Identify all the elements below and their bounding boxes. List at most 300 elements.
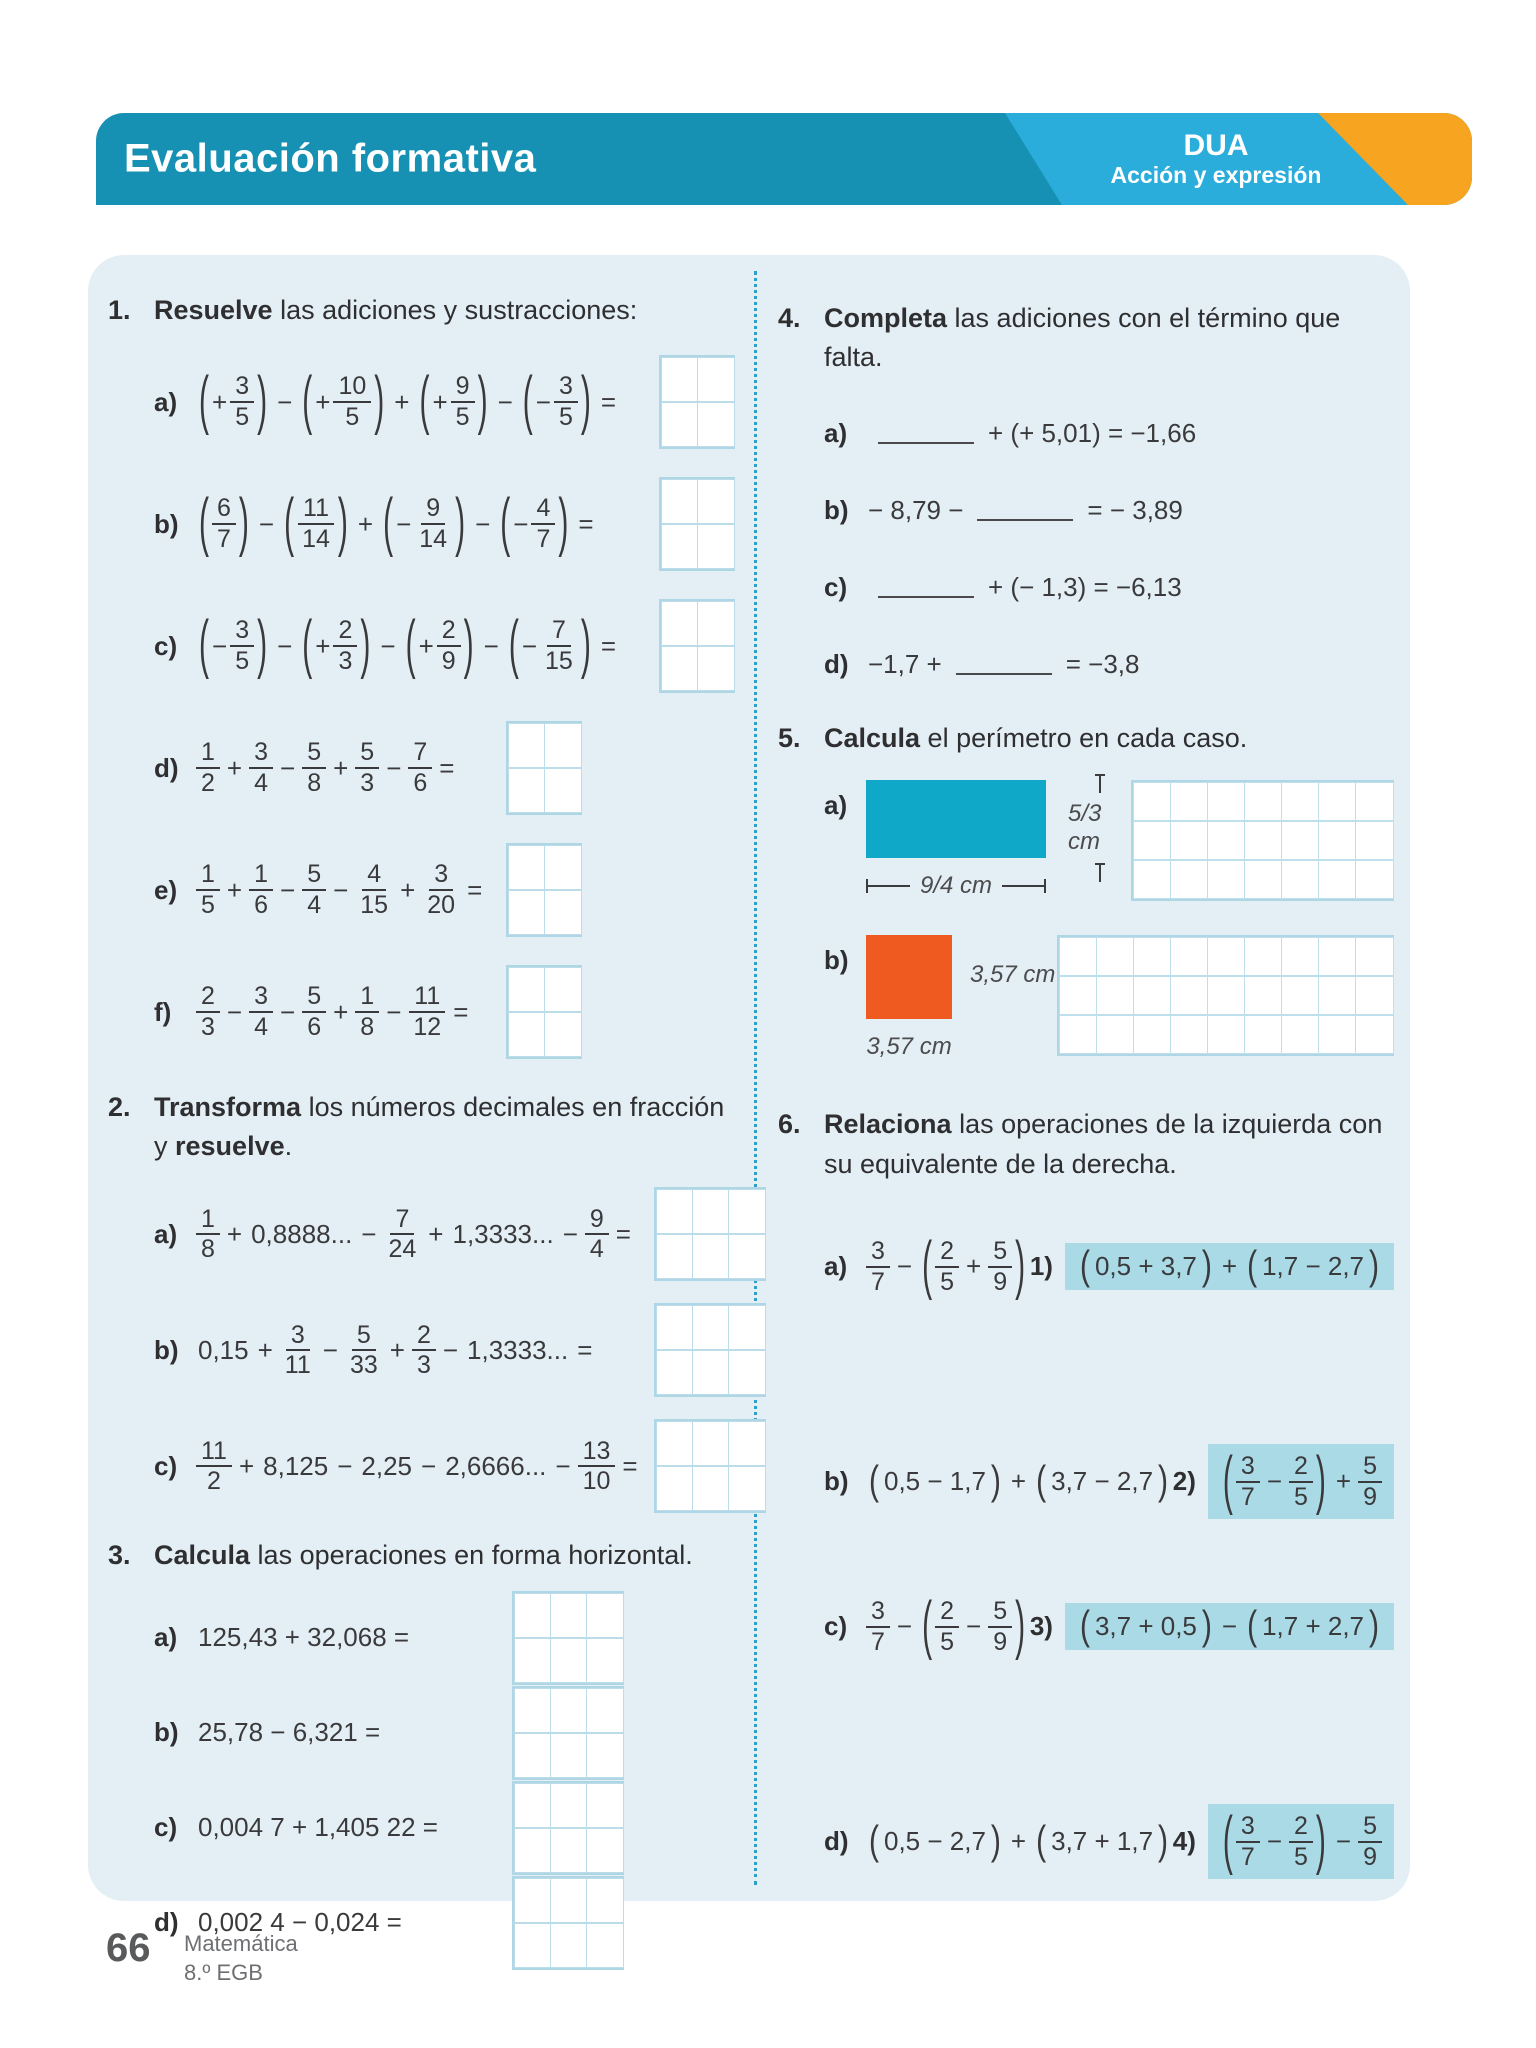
- answer-grid[interactable]: [1057, 935, 1394, 1056]
- operator: −: [966, 1611, 982, 1642]
- answer-blank[interactable]: [956, 653, 1052, 675]
- answer-cell[interactable]: [1133, 937, 1172, 976]
- answer-cell[interactable]: [661, 524, 699, 569]
- denominator: 5: [940, 1627, 954, 1656]
- answer-cell[interactable]: [1170, 821, 1209, 860]
- numerator: 5: [352, 1321, 376, 1352]
- numerator: 2: [935, 1237, 959, 1268]
- answer-cell[interactable]: [544, 845, 582, 890]
- decimal-text: + (+ 5,01) = −1,66: [988, 417, 1197, 448]
- answer-blank[interactable]: [878, 422, 974, 444]
- answer-cell[interactable]: [697, 601, 735, 646]
- answer-cell[interactable]: [508, 1012, 546, 1057]
- answer-cell[interactable]: [661, 601, 699, 646]
- numerator: 3: [230, 372, 254, 403]
- item-label: c): [824, 1611, 848, 1642]
- answer-cell[interactable]: [586, 1688, 624, 1733]
- answer-grid[interactable]: [512, 1686, 624, 1780]
- decimal-text: 0,5 − 2,7: [884, 1826, 986, 1857]
- answer-cell[interactable]: [1318, 1015, 1357, 1054]
- operator: −: [896, 1611, 913, 1642]
- paren-close: ): [1201, 1243, 1212, 1289]
- fraction: [196, 982, 220, 1042]
- answer-cell[interactable]: [1096, 976, 1135, 1015]
- denominator: 4: [589, 1235, 604, 1264]
- exercise-title: Calcula las operaciones en forma horizontal.: [154, 1540, 693, 1571]
- decimal-text: 3,7 + 1,7: [1051, 1826, 1154, 1857]
- math-expression: [196, 860, 489, 920]
- answer-cell[interactable]: [586, 1733, 624, 1778]
- answer-cell[interactable]: [697, 646, 735, 691]
- answer-cell[interactable]: [656, 1466, 694, 1511]
- answer-cell[interactable]: [1207, 1015, 1246, 1054]
- answer-grid[interactable]: [659, 355, 735, 449]
- fraction: [249, 982, 273, 1042]
- fraction: [412, 1321, 436, 1381]
- answer-grid[interactable]: [659, 477, 735, 571]
- parenthesized-fraction: [506, 609, 594, 681]
- paren-open: (: [302, 609, 313, 681]
- operator: =: [615, 1218, 631, 1249]
- answer-cell[interactable]: [656, 1421, 694, 1466]
- answer-cell[interactable]: [1059, 937, 1098, 976]
- paren-open: (: [383, 487, 394, 559]
- paren-close: ): [374, 365, 385, 437]
- paren-close: ): [990, 1818, 1001, 1864]
- answer-cell[interactable]: [1059, 976, 1098, 1015]
- answer-cell[interactable]: [544, 967, 582, 1012]
- denominator: 9: [993, 1627, 1008, 1656]
- answer-cell[interactable]: [514, 1593, 552, 1638]
- paren-open: (: [419, 365, 430, 437]
- matching-right: [1173, 1444, 1394, 1520]
- answer-cell[interactable]: [1355, 937, 1394, 976]
- operator: −: [1335, 1826, 1352, 1857]
- paren-close: ): [1201, 1603, 1212, 1649]
- answer-cell[interactable]: [508, 768, 546, 813]
- item-label: b): [824, 945, 849, 976]
- answer-cell[interactable]: [1059, 1015, 1098, 1054]
- answer-cell[interactable]: [1244, 821, 1283, 860]
- paren-open: (: [1222, 1445, 1233, 1517]
- denominator: 5: [1294, 1842, 1308, 1871]
- answer-cell[interactable]: [697, 524, 735, 569]
- denominator: 2: [201, 769, 215, 798]
- width-dimension: [866, 872, 1046, 900]
- operator: +: [389, 1334, 405, 1365]
- answer-cell[interactable]: [1281, 937, 1320, 976]
- decimal-text: 1,7 + 2,7: [1262, 1611, 1364, 1642]
- denominator: 7: [217, 525, 231, 554]
- math-expression: [866, 1230, 1028, 1302]
- operator: +: [400, 874, 416, 905]
- fraction: [345, 1321, 383, 1381]
- option-number: 2): [1172, 1466, 1196, 1497]
- orange-square: [866, 935, 952, 1019]
- denominator: 7: [871, 1627, 885, 1656]
- bottom-side-label: 3,57 cm: [866, 1033, 952, 1061]
- operator: +: [333, 752, 349, 783]
- numerator: 3: [286, 1321, 310, 1352]
- paren-open: (: [1247, 1243, 1258, 1289]
- fraction-sign: −: [535, 386, 551, 417]
- answer-cell[interactable]: [1355, 782, 1394, 821]
- answer-cell[interactable]: [550, 1878, 588, 1923]
- answer-cell[interactable]: [1318, 821, 1357, 860]
- answer-cell[interactable]: [1318, 782, 1357, 821]
- decimal-text: 1,3333...: [467, 1334, 569, 1365]
- numerator: 9: [585, 1205, 609, 1236]
- answer-cell[interactable]: [514, 1638, 552, 1683]
- answer-cell[interactable]: [1207, 782, 1246, 821]
- numerator: 1: [196, 860, 220, 891]
- answer-cell[interactable]: [1355, 860, 1394, 899]
- answer-cell[interactable]: [1170, 937, 1209, 976]
- answer-grid[interactable]: [506, 965, 582, 1059]
- denominator: 8: [307, 769, 322, 798]
- answer-grid[interactable]: [512, 1591, 624, 1685]
- exercise-item: [154, 600, 726, 692]
- denominator: 9: [441, 647, 456, 676]
- denominator: 3: [416, 1351, 431, 1380]
- answer-cell[interactable]: [656, 1350, 694, 1395]
- answer-cell[interactable]: [656, 1305, 694, 1350]
- math-expression: [196, 1717, 382, 1748]
- answer-cell[interactable]: [1170, 1015, 1209, 1054]
- answer-cell[interactable]: [1281, 1015, 1320, 1054]
- answer-cell[interactable]: [550, 1923, 588, 1968]
- item-label: c): [824, 571, 848, 602]
- answer-cell[interactable]: [550, 1733, 588, 1778]
- answer-cell[interactable]: [508, 723, 546, 768]
- answer-cell[interactable]: [1244, 1015, 1283, 1054]
- cyan-rectangle: [866, 780, 1046, 858]
- paren-open: (: [405, 609, 416, 681]
- answer-cell[interactable]: [508, 967, 546, 1012]
- numerator: 5: [355, 738, 379, 769]
- highlighted-option[interactable]: [1065, 1603, 1394, 1650]
- fraction: [422, 860, 460, 920]
- answer-grid[interactable]: [659, 599, 735, 693]
- paren-open: (: [922, 1230, 933, 1302]
- parenthesized-fraction: [380, 487, 468, 559]
- item-label: b): [154, 508, 179, 539]
- exercise-number: 4.: [778, 303, 801, 333]
- answer-blank[interactable]: [977, 499, 1073, 521]
- exercise-item: [824, 411, 1394, 455]
- math-expression: [1077, 1603, 1382, 1649]
- matching-right: [1173, 1804, 1394, 1880]
- denominator: 6: [254, 891, 268, 920]
- operator: −: [1221, 1611, 1238, 1642]
- answer-cell[interactable]: [692, 1421, 730, 1466]
- operator: +: [1221, 1251, 1238, 1282]
- answer-cell[interactable]: [1133, 860, 1172, 899]
- answer-cell[interactable]: [550, 1593, 588, 1638]
- operator: −: [562, 1218, 578, 1249]
- math-expression: [196, 982, 475, 1042]
- answer-cell[interactable]: [550, 1688, 588, 1733]
- answer-grid[interactable]: [512, 1876, 624, 1970]
- fraction: [280, 1321, 316, 1381]
- operator: +: [357, 508, 374, 539]
- fraction: [1289, 1452, 1313, 1512]
- math-expression: [1077, 1243, 1382, 1289]
- operator: =: [577, 1334, 593, 1365]
- decimal-text: 2,6666...: [445, 1450, 547, 1481]
- denominator: 4: [254, 1013, 268, 1042]
- exercise-item: [154, 1188, 726, 1280]
- answer-cell[interactable]: [1318, 937, 1357, 976]
- answer-cell[interactable]: [1207, 937, 1246, 976]
- matching-row: [778, 1582, 1394, 1672]
- answer-cell[interactable]: [544, 723, 582, 768]
- paren-open: (: [284, 487, 295, 559]
- highlighted-option[interactable]: [1208, 1444, 1394, 1520]
- exercise-item: [154, 1687, 726, 1779]
- math-expression: [1220, 1805, 1382, 1877]
- answer-cell[interactable]: [1170, 860, 1209, 899]
- answer-cell[interactable]: [656, 1234, 694, 1279]
- exercise-3-heading: [108, 1536, 726, 1575]
- fraction-sign: −: [212, 630, 228, 661]
- answer-grid[interactable]: [506, 843, 582, 937]
- numerator: 1: [355, 982, 379, 1013]
- answer-cell[interactable]: [544, 890, 582, 935]
- parenthesized-fraction: [196, 487, 252, 559]
- fraction: [451, 372, 475, 432]
- numerator: 9: [421, 494, 445, 525]
- denominator: 33: [349, 1351, 378, 1380]
- answer-cell[interactable]: [661, 357, 699, 402]
- answer-cell[interactable]: [508, 890, 546, 935]
- answer-cell[interactable]: [1244, 860, 1283, 899]
- answer-cell[interactable]: [1318, 860, 1357, 899]
- answer-grid[interactable]: [512, 1781, 624, 1875]
- dua-title: DUA: [1183, 128, 1249, 162]
- parenthesized-fraction: [299, 609, 373, 681]
- answer-cell[interactable]: [1207, 976, 1246, 1015]
- paren-close: ): [257, 365, 268, 437]
- decimal-text: − 8,79 −: [868, 494, 964, 525]
- paren-close: ): [455, 487, 466, 559]
- decimal-text: 1,3333...: [452, 1218, 554, 1249]
- parenthesized-fraction: [196, 609, 270, 681]
- answer-cell[interactable]: [1281, 976, 1320, 1015]
- answer-cell[interactable]: [1244, 937, 1283, 976]
- paren-close: ): [990, 1458, 1001, 1504]
- math-expression: [866, 649, 1141, 680]
- exercise-6: [778, 1105, 1394, 1899]
- operator: =: [578, 508, 594, 539]
- item-label: a): [154, 386, 178, 417]
- answer-cell[interactable]: [656, 1189, 694, 1234]
- fraction: [212, 494, 236, 554]
- answer-cell[interactable]: [1170, 976, 1209, 1015]
- operator: +: [226, 874, 243, 905]
- operator: =: [600, 386, 617, 417]
- answer-grid[interactable]: [506, 721, 582, 815]
- exercise-item: [154, 1420, 726, 1512]
- answer-cell[interactable]: [1133, 821, 1172, 860]
- operator: +: [226, 1218, 243, 1249]
- parenthesized-fraction: [281, 487, 351, 559]
- answer-cell[interactable]: [1133, 782, 1172, 821]
- highlighted-option[interactable]: [1208, 1804, 1394, 1880]
- answer-cell[interactable]: [692, 1350, 730, 1395]
- answer-cell[interactable]: [550, 1783, 588, 1828]
- answer-cell[interactable]: [514, 1828, 552, 1873]
- paren-close: ): [238, 487, 249, 559]
- answer-cell[interactable]: [586, 1783, 624, 1828]
- fraction-sign: −: [513, 508, 529, 539]
- answer-cell[interactable]: [1244, 976, 1283, 1015]
- fraction: [1358, 1812, 1382, 1872]
- operator: −: [896, 1251, 913, 1282]
- answer-cell[interactable]: [697, 357, 735, 402]
- fraction: [302, 982, 326, 1042]
- answer-cell[interactable]: [586, 1593, 624, 1638]
- fraction: [196, 860, 220, 920]
- denominator: 3: [338, 647, 353, 676]
- fraction: [408, 982, 446, 1042]
- operator: +: [966, 1251, 982, 1282]
- answer-cell[interactable]: [514, 1733, 552, 1778]
- paren-close: ): [558, 487, 569, 559]
- answer-cell[interactable]: [1281, 860, 1320, 899]
- exercise-title: Resuelve las adiciones y sustracciones:: [154, 295, 638, 325]
- highlighted-option[interactable]: [1065, 1243, 1394, 1290]
- fraction-sign: +: [418, 630, 434, 661]
- paren-open: (: [922, 1590, 933, 1662]
- answer-cell[interactable]: [692, 1234, 730, 1279]
- math-expression: [866, 1818, 1171, 1864]
- operator: −: [337, 1450, 353, 1481]
- answer-cell[interactable]: [1281, 821, 1320, 860]
- exercise-number: 6.: [778, 1109, 801, 1140]
- fraction: [866, 1597, 890, 1657]
- answer-grid[interactable]: [654, 1187, 766, 1281]
- item-label: b): [154, 1334, 179, 1365]
- answer-cell[interactable]: [1096, 937, 1135, 976]
- denominator: 14: [419, 525, 448, 554]
- answer-cell[interactable]: [586, 1923, 624, 1968]
- numerator: 5: [302, 982, 326, 1013]
- decimal-text: 0,002 4 − 0,024 =: [198, 1907, 402, 1938]
- answer-cell[interactable]: [661, 402, 699, 447]
- exercise-item: [154, 356, 726, 448]
- operator: +: [238, 1450, 255, 1481]
- denominator: 8: [360, 1013, 375, 1042]
- answer-cell[interactable]: [697, 479, 735, 524]
- answer-cell[interactable]: [1355, 1015, 1394, 1054]
- numerator: 2: [1289, 1452, 1313, 1483]
- denominator: 14: [302, 525, 330, 554]
- item-label: c): [154, 1450, 178, 1481]
- numerator: 3: [230, 616, 254, 647]
- answer-cell[interactable]: [586, 1828, 624, 1873]
- answer-cell[interactable]: [514, 1688, 552, 1733]
- numerator: 5: [1358, 1812, 1382, 1843]
- answer-cell[interactable]: [697, 402, 735, 447]
- operator: −: [1266, 1826, 1282, 1857]
- decimal-text: 0,5 − 1,7: [884, 1466, 986, 1497]
- exercise-title: Transforma los números decimales en fracción y resuelve.: [154, 1092, 725, 1162]
- answer-grid[interactable]: [1131, 780, 1394, 901]
- denominator: 11: [284, 1351, 311, 1380]
- answer-cell[interactable]: [692, 1305, 730, 1350]
- answer-cell[interactable]: [1207, 821, 1246, 860]
- fraction: [554, 372, 578, 432]
- numerator: 5: [988, 1237, 1012, 1268]
- fraction: [249, 860, 273, 920]
- answer-cell[interactable]: [1355, 976, 1394, 1015]
- answer-cell[interactable]: [544, 1012, 582, 1057]
- answer-cell[interactable]: [1170, 782, 1209, 821]
- numerator: 2: [1289, 1812, 1313, 1843]
- answer-cell[interactable]: [514, 1783, 552, 1828]
- answer-cell[interactable]: [514, 1878, 552, 1923]
- decimal-text: 3,7 + 0,5: [1094, 1611, 1197, 1642]
- exercise-item: [154, 1304, 726, 1396]
- answer-cell[interactable]: [1355, 821, 1394, 860]
- item-label: d): [154, 752, 179, 783]
- answer-cell[interactable]: [1133, 976, 1172, 1015]
- answer-cell[interactable]: [550, 1828, 588, 1873]
- item-label: b): [824, 1466, 849, 1497]
- answer-cell[interactable]: [692, 1466, 730, 1511]
- fraction: [230, 616, 254, 676]
- numerator: 3: [554, 372, 578, 403]
- operator: −: [277, 386, 293, 417]
- answer-cell[interactable]: [1281, 782, 1320, 821]
- answer-cell[interactable]: [1244, 782, 1283, 821]
- denominator: 15: [545, 647, 573, 676]
- answer-cell[interactable]: [1207, 860, 1246, 899]
- answer-grid[interactable]: [654, 1303, 766, 1397]
- answer-grid[interactable]: [654, 1419, 766, 1513]
- answer-cell[interactable]: [514, 1923, 552, 1968]
- perimeter-item-b: [778, 935, 1394, 1061]
- matching-right: [1030, 1243, 1394, 1290]
- answer-cell[interactable]: [661, 479, 699, 524]
- answer-cell[interactable]: [508, 845, 546, 890]
- exercise-6-heading: [778, 1105, 1394, 1183]
- exercise-item: [154, 1782, 726, 1874]
- answer-cell[interactable]: [661, 646, 699, 691]
- numerator: 4: [531, 494, 555, 525]
- answer-cell[interactable]: [1133, 1015, 1172, 1054]
- decimal-text: −1,7 +: [868, 648, 942, 679]
- fraction: [935, 1597, 959, 1657]
- answer-cell[interactable]: [1318, 976, 1357, 1015]
- decimal-text: 1,7 − 2,7: [1262, 1251, 1364, 1282]
- answer-cell[interactable]: [1096, 1015, 1135, 1054]
- answer-cell[interactable]: [586, 1878, 624, 1923]
- answer-cell[interactable]: [550, 1638, 588, 1683]
- paren-open: (: [199, 365, 209, 437]
- answer-blank[interactable]: [878, 576, 974, 598]
- numerator: 2: [196, 982, 220, 1013]
- decimal-text: 125,43 + 32,068 =: [198, 1622, 410, 1653]
- answer-cell[interactable]: [586, 1638, 624, 1683]
- answer-cell[interactable]: [692, 1189, 730, 1234]
- footer-meta: [184, 1930, 298, 1987]
- fraction: [297, 494, 335, 554]
- answer-cell[interactable]: [544, 768, 582, 813]
- exercise-item: [824, 565, 1394, 609]
- exercise-item: [154, 966, 726, 1058]
